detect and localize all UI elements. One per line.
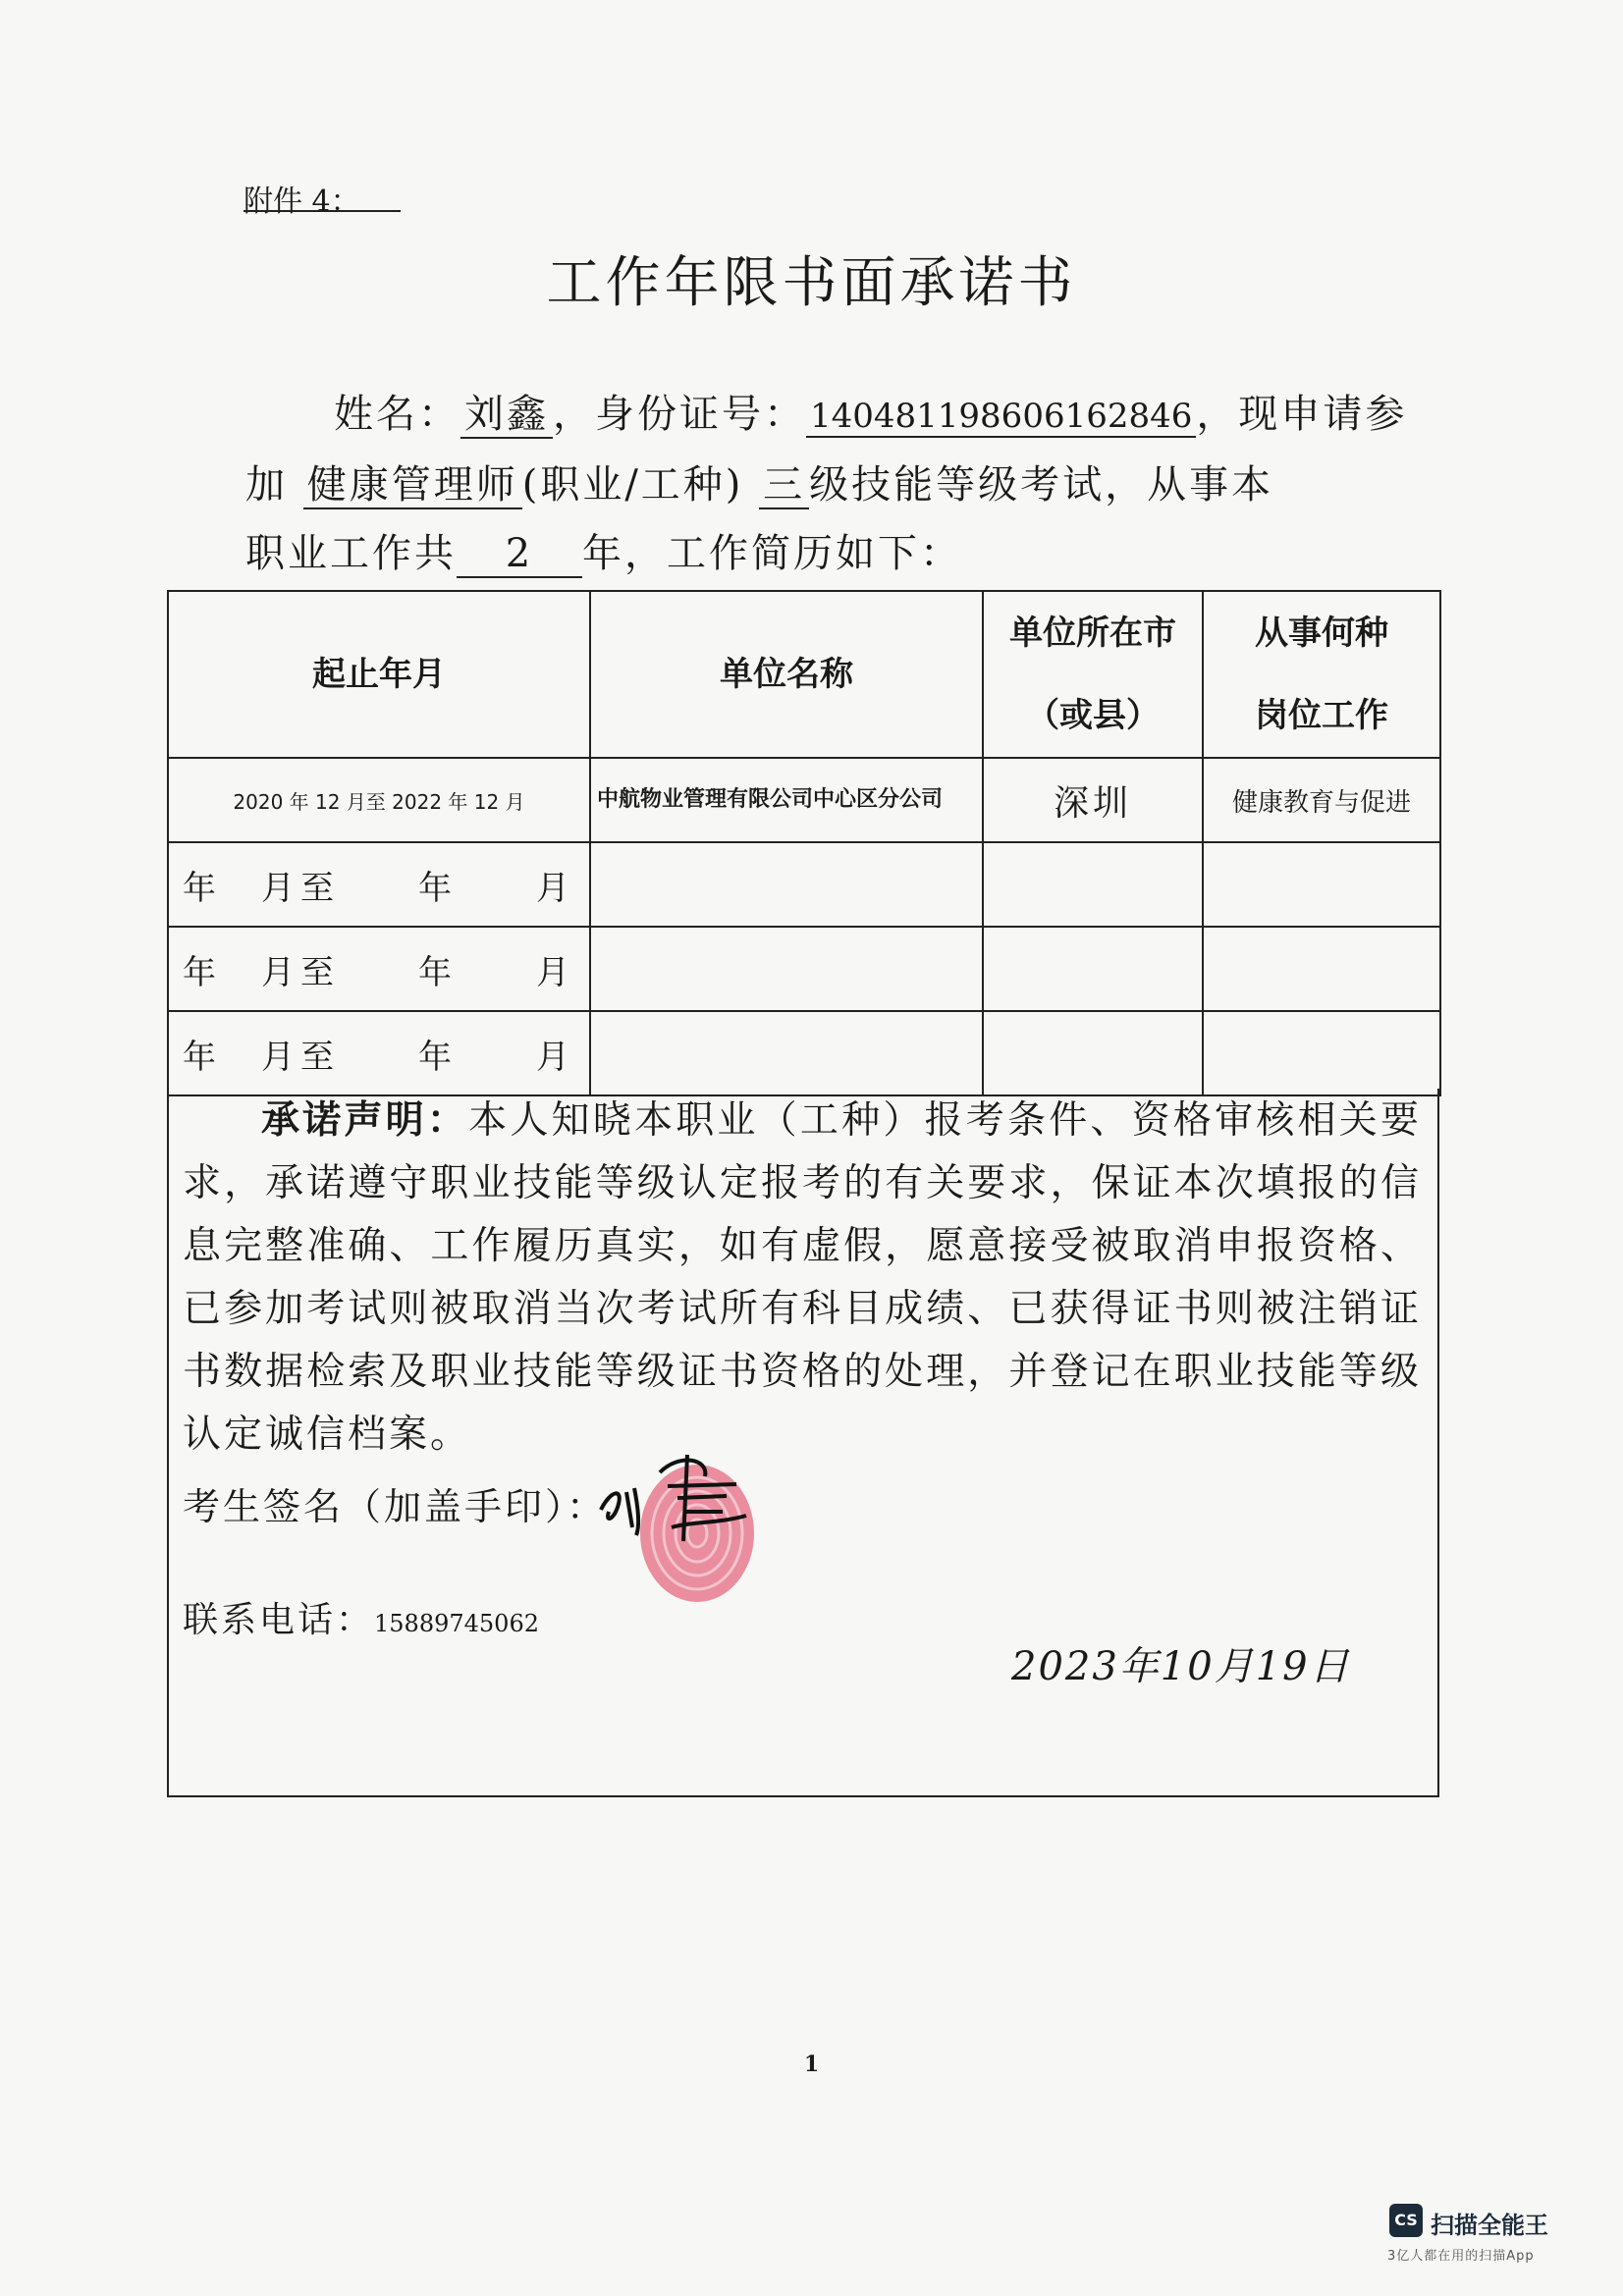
- name-label: 姓名：: [334, 392, 460, 437]
- row1-period: 2020 年 12 月至 2022 年 12 月: [168, 758, 590, 842]
- row-unit: [590, 927, 983, 1011]
- phone-label: 联系电话：: [183, 1600, 375, 1640]
- intro-tail-2: 级技能等级考试，从事本: [809, 462, 1274, 507]
- table-row: [168, 1011, 1440, 1095]
- table-header-row: [168, 591, 1440, 758]
- header-city: 单位所在市 （或县）: [983, 591, 1203, 758]
- phone-number: 15889745062: [374, 1610, 539, 1637]
- row-city: [983, 1011, 1203, 1095]
- intro-tail-1: ，现申请参: [1196, 392, 1408, 437]
- watermark-subtitle: 3亿人都在用的扫描App: [1387, 2249, 1535, 2264]
- row-post: [1203, 927, 1440, 1011]
- occupation-type-label: (职业/工种): [521, 462, 744, 507]
- applicant-name: 刘鑫: [460, 392, 553, 439]
- signature-label: 考生签名（加盖手印）：: [183, 1485, 608, 1528]
- intro-line-3: [245, 522, 962, 578]
- header-period: 起止年月: [168, 591, 590, 758]
- level-field: 三: [759, 462, 809, 509]
- row-unit: [590, 842, 983, 927]
- intro-prefix-2: 加: [245, 462, 288, 507]
- row-period: 年 月至 年 月: [168, 927, 590, 1011]
- row-period: 年 月至 年 月: [168, 1011, 590, 1095]
- row-post: [1203, 842, 1440, 927]
- statement-body: 本人知晓本职业（工种）报考条件、资格审核相关要求，承诺遵守职业技能等级认定报考的有关要求，保证本次填报的信息完整准确、工作履历真实，如有虚假，愿意接受被取消申报资格、已参加考试则被取消当次考试所有科目成绩、已获得证书则被注销证书数据检索及职业技能等级证书资格的处理，并登记在职业技能等级认定诚信档案。: [183, 1098, 1422, 1457]
- occupation-field: 健康管理师: [303, 462, 522, 509]
- row-unit: [590, 1011, 983, 1095]
- row-city: [983, 927, 1203, 1011]
- table-row: [168, 842, 1440, 927]
- row-city: [983, 842, 1203, 927]
- watermark-title: 扫描全能王: [1431, 2212, 1548, 2239]
- id-number: 140481198606162846: [806, 397, 1196, 438]
- row-period: 年 月至 年 月: [168, 842, 590, 927]
- annex-label: 附件 4：: [243, 185, 360, 219]
- document-title: 工作年限书面承诺书: [546, 251, 1077, 315]
- row1-unit: 中航物业管理有限公司中心区分公司: [590, 758, 983, 842]
- statement-lead: 承诺声明：: [261, 1098, 469, 1143]
- intro-tail-3: 年，工作简历如下：: [582, 531, 962, 576]
- intro-line-1: [334, 383, 1407, 439]
- row1-city: 深圳: [983, 758, 1203, 842]
- commitment-statement: [183, 1090, 1422, 1467]
- id-label: ，身份证号：: [553, 392, 806, 437]
- table-row: [168, 758, 1440, 842]
- camscanner-logo-icon: CS: [1389, 2204, 1423, 2237]
- annex-underline: [243, 210, 401, 212]
- table-row: [168, 927, 1440, 1011]
- row1-post: 健康教育与促进: [1203, 758, 1440, 842]
- years-field: 2: [457, 531, 582, 578]
- header-unit: 单位名称: [590, 591, 983, 758]
- header-post: 从事何种 岗位工作: [1203, 591, 1440, 758]
- intro-line-2: [245, 454, 1273, 509]
- handwritten-signature-icon: [589, 1433, 785, 1561]
- signature-date: 2023年10月19日: [1011, 1644, 1351, 1689]
- work-history-table: [167, 590, 1441, 1096]
- page-number: 1: [803, 2052, 820, 2077]
- row-post: [1203, 1011, 1440, 1095]
- intro-prefix-3: 职业工作共: [245, 531, 457, 576]
- phone-row: [183, 1592, 539, 1642]
